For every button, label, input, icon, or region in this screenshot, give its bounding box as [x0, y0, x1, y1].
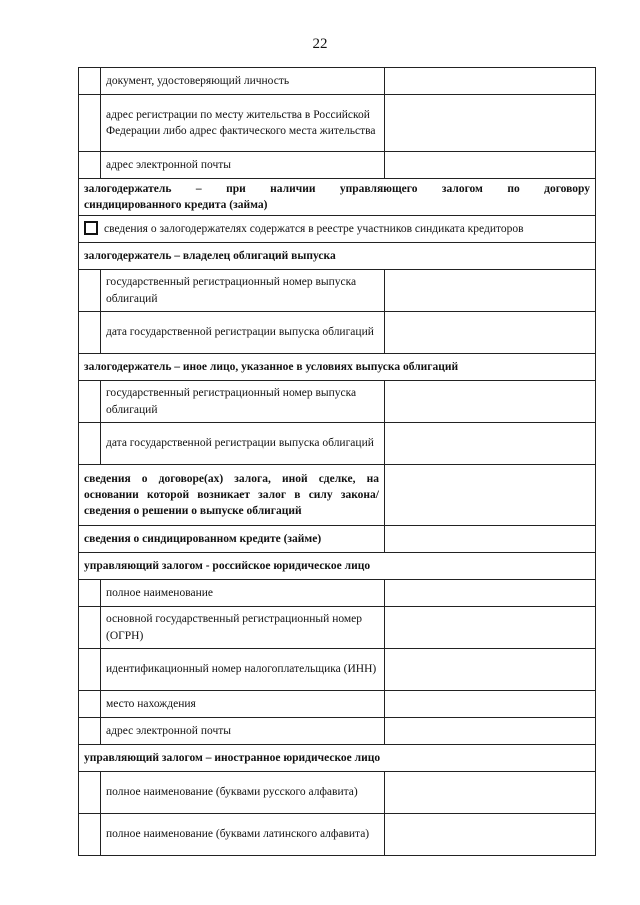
field-label-email: адрес электронной почты	[101, 152, 385, 179]
field-label-full-name: полное наименование	[101, 580, 385, 607]
table-row	[79, 607, 596, 649]
indent-cell	[79, 68, 101, 95]
table-row	[79, 814, 596, 856]
indent-cell	[79, 423, 101, 465]
checkbox-row	[79, 216, 596, 243]
table-row	[79, 68, 596, 95]
table-row	[79, 270, 596, 312]
section-header-bondholder: залогодержатель – владелец облигаций выпуска	[79, 243, 596, 270]
field-value-email[interactable]	[385, 152, 596, 179]
field-label-manager-email: адрес электронной почты	[101, 718, 385, 745]
section-header-row	[79, 243, 596, 270]
indent-cell	[79, 580, 101, 607]
table-row	[79, 152, 596, 179]
indent-cell	[79, 814, 101, 856]
field-value-inn[interactable]	[385, 649, 596, 691]
field-value-name-cyrillic[interactable]	[385, 772, 596, 814]
section-header-row	[79, 179, 596, 216]
field-label-registration-address: адрес регистрации по месту жительства в Российской Федерации либо адрес фактического места жительства	[101, 95, 385, 152]
field-value-bond-reg-number[interactable]	[385, 270, 596, 312]
indent-cell	[79, 381, 101, 423]
indent-cell	[79, 152, 101, 179]
field-label-ogrn: основной государственный регистрационный номер (ОГРН)	[101, 607, 385, 649]
section-header-russian-manager: управляющий залогом - российское юридическое лицо	[79, 553, 596, 580]
field-label-pledge-agreement: сведения о договоре(ах) залога, иной сделке, на основании которой возникает залог в силу закона/сведения о решении о выпуске облигаций	[79, 465, 385, 526]
section-header-line-1: залогодержатель – при наличии управляющего залогом по договору	[84, 182, 590, 195]
section-header-row	[79, 553, 596, 580]
field-label-bond-reg-number-2: государственный регистрационный номер выпуска облигаций	[101, 381, 385, 423]
field-label-bond-reg-date: дата государственной регистрации выпуска облигаций	[101, 312, 385, 354]
indent-cell	[79, 691, 101, 718]
field-label-bond-reg-date-2: дата государственной регистрации выпуска облигаций	[101, 423, 385, 465]
table-row	[79, 649, 596, 691]
field-value-bond-reg-date[interactable]	[385, 312, 596, 354]
field-label-name-cyrillic: полное наименование (буквами русского алфавита)	[101, 772, 385, 814]
page-number: 22	[312, 36, 328, 52]
field-value-ogrn[interactable]	[385, 607, 596, 649]
indent-cell	[79, 95, 101, 152]
field-value-identity-document[interactable]	[385, 68, 596, 95]
syndicate-registry-option	[79, 216, 596, 243]
field-value-bond-reg-date-2[interactable]	[385, 423, 596, 465]
table-row	[79, 465, 596, 526]
section-header-line-2: синдицированного кредита (займа)	[84, 199, 268, 211]
section-header-foreign-manager: управляющий залогом – иностранное юридическое лицо	[79, 745, 596, 772]
indent-cell	[79, 270, 101, 312]
field-value-syndicated-loan[interactable]	[385, 526, 596, 553]
table-row	[79, 312, 596, 354]
table-row	[79, 691, 596, 718]
field-value-bond-reg-number-2[interactable]	[385, 381, 596, 423]
table-row	[79, 772, 596, 814]
syndicate-registry-checkbox[interactable]	[84, 221, 98, 235]
field-label-location: место нахождения	[101, 691, 385, 718]
syndicate-registry-label: сведения о залогодержателях содержатся в реестре участников синдиката кредиторов	[104, 222, 524, 235]
table-row	[79, 423, 596, 465]
table-row	[79, 95, 596, 152]
table-row	[79, 718, 596, 745]
field-value-manager-email[interactable]	[385, 718, 596, 745]
field-value-location[interactable]	[385, 691, 596, 718]
field-label-syndicated-loan: сведения о синдицированном кредите (займе)	[79, 526, 385, 553]
registration-form-table	[78, 67, 596, 856]
section-header-row	[79, 354, 596, 381]
indent-cell	[79, 607, 101, 649]
table-row	[79, 580, 596, 607]
section-header-pledgee-syndicated	[79, 179, 596, 216]
field-value-name-latin[interactable]	[385, 814, 596, 856]
field-value-full-name[interactable]	[385, 580, 596, 607]
section-header-other-person: залогодержатель – иное лицо, указанное в условиях выпуска облигаций	[79, 354, 596, 381]
field-value-pledge-agreement[interactable]	[385, 465, 596, 526]
section-header-row	[79, 745, 596, 772]
indent-cell	[79, 772, 101, 814]
field-label-inn: идентификационный номер налогоплательщика (ИНН)	[101, 649, 385, 691]
indent-cell	[79, 649, 101, 691]
field-label-name-latin: полное наименование (буквами латинского алфавита)	[101, 814, 385, 856]
field-label-bond-reg-number: государственный регистрационный номер выпуска облигаций	[101, 270, 385, 312]
field-value-registration-address[interactable]	[385, 95, 596, 152]
field-label-identity-document: документ, удостоверяющий личность	[101, 68, 385, 95]
indent-cell	[79, 312, 101, 354]
table-row	[79, 526, 596, 553]
indent-cell	[79, 718, 101, 745]
table-row	[79, 381, 596, 423]
